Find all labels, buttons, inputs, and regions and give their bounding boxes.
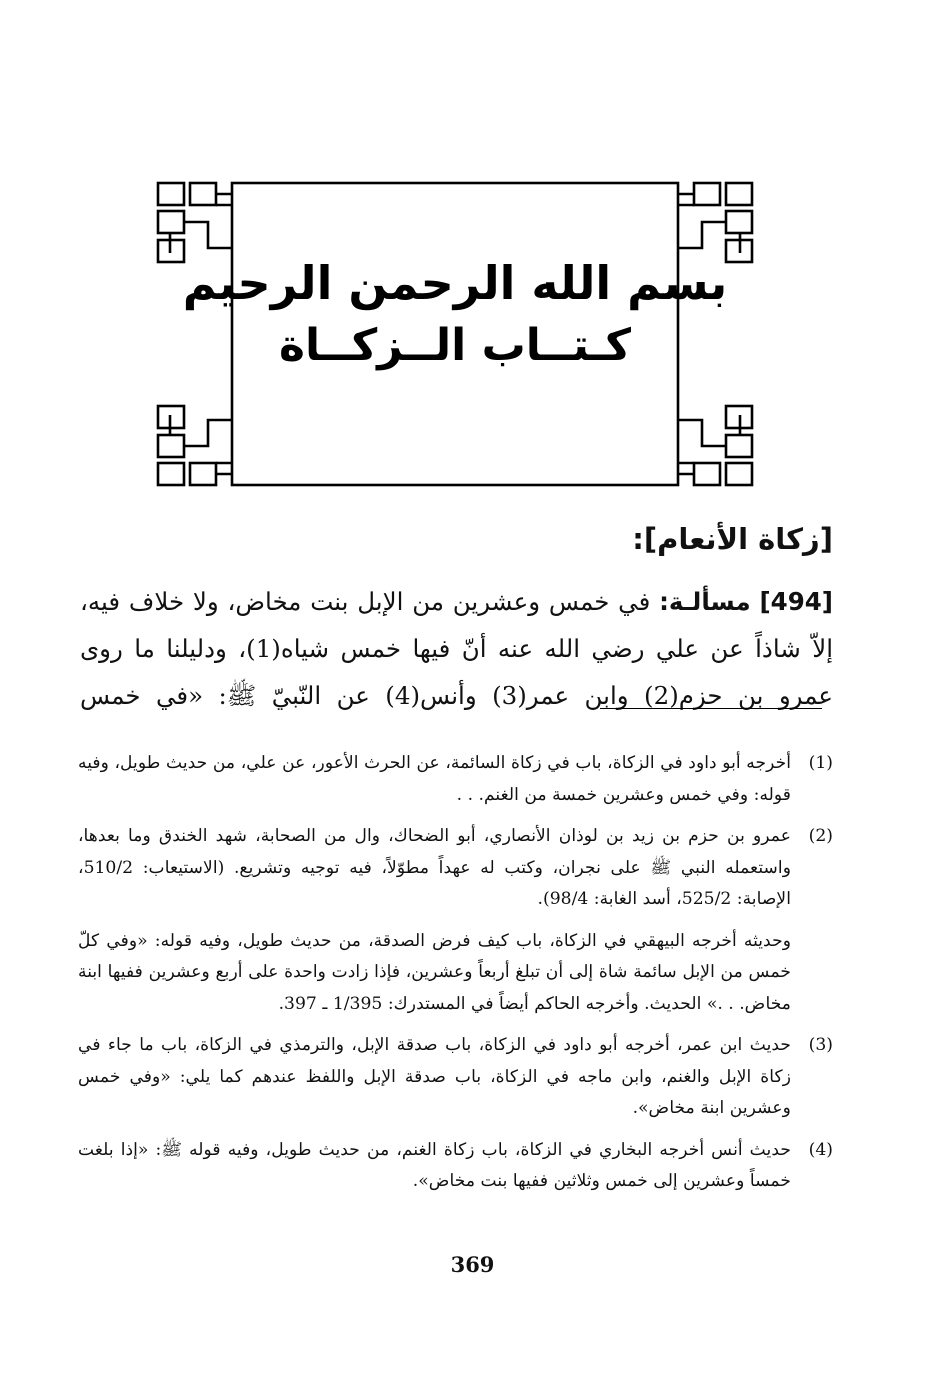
footnote-text-continued: وحديثه أخرجه البيهقي في الزكاة، باب كيف فرض الصدقة، من حديث طويل، وفيه قوله: «وفي كلّ خمس من الإبل سائمة شاة إلى أن تبلغ أربعاً وعشرين، فإذا زادت واحدة على أربع وعشرين ففيها ابنة مخاض. . .» الحديث. وأخرجه الحاكم أيضاً في المستدرك: 1/395 ـ 397. xyxy=(78,930,791,1014)
footnote-2 xyxy=(78,821,833,1020)
footnote-text: عمرو بن حزم بن زيد بن لوذان الأنصاري، أبو الضحاك، وال من الصحابة، شهد الخندق وما بعدها، واستعمله النبي ﷺ على نجران، وكتب له عهداً مطوّلاً، فيه توجيه وتشريع. (الاستيعاب: 510/2، الإصابة: 525/2، أسد الغابة: 98/4). xyxy=(78,826,791,909)
footnote-marker: (3) xyxy=(808,1035,833,1055)
footnote-marker: (1) xyxy=(808,753,833,773)
page-number: 369 xyxy=(450,1252,495,1277)
corner-knot-top-right xyxy=(678,183,752,262)
title-frame xyxy=(150,178,760,490)
issue-paragraph xyxy=(80,578,833,719)
footnote-marker: (4) xyxy=(808,1139,833,1160)
footnote-marker: (2) xyxy=(808,826,833,846)
footnote-1 xyxy=(78,748,833,811)
issue-label: مسألـة: xyxy=(659,587,751,616)
issue-number: [494] xyxy=(759,587,833,616)
footnotes xyxy=(78,748,833,1198)
book-title: كـتــاب الــزكــاة xyxy=(279,320,631,371)
corner-knot-top-left xyxy=(158,183,232,262)
issue-text: في خمس وعشرين من الإبل بنت مخاض، ولا خلاف فيه، إلاّ شاذاً عن علي رضي الله عنه أنّ فيها خمس شياه(1)، ودليلنا ما روى عمرو بن حزم(2) وابن عمر(3) وأنس(4) عن النّبيّ ﷺ: «في خمس xyxy=(80,587,834,710)
footnote-3 xyxy=(78,1030,833,1125)
footnote-text: حديث ابن عمر، أخرجه أبو داود في الزكاة، باب صدقة الإبل، والترمذي في الزكاة، باب ما جاء في زكاة الإبل والغنم، وابن ماجه في الزكاة، باب صدقة الإبل واللفظ عندهم كما يلي: «وفي خمس وعشرين ابنة مخاض». xyxy=(78,1035,791,1118)
section-heading: [زكاة الأنعام]: xyxy=(632,522,833,556)
corner-knot-bottom-right xyxy=(678,406,752,485)
footnote-4 xyxy=(78,1135,833,1198)
corner-knot-bottom-left xyxy=(158,406,232,485)
basmala: بسم الله الرحمن الرحيم xyxy=(182,256,728,310)
footnote-text: حديث أنس أخرجه البخاري في الزكاة، باب زكاة الغنم، من حديث طويل، وفيه قوله ﷺ: «إذا بلغت خمساً وعشرين إلى خمس وثلاثين ففيها بنت مخاض». xyxy=(78,1139,791,1191)
footnote-separator xyxy=(600,708,822,709)
footnote-text: أخرجه أبو داود في الزكاة، باب في زكاة السائمة، عن الحرث الأعور، عن علي، من حديث طويل، وفيه قوله: وفي خمس وعشرين خمسة من الغنم. . . xyxy=(78,753,791,805)
